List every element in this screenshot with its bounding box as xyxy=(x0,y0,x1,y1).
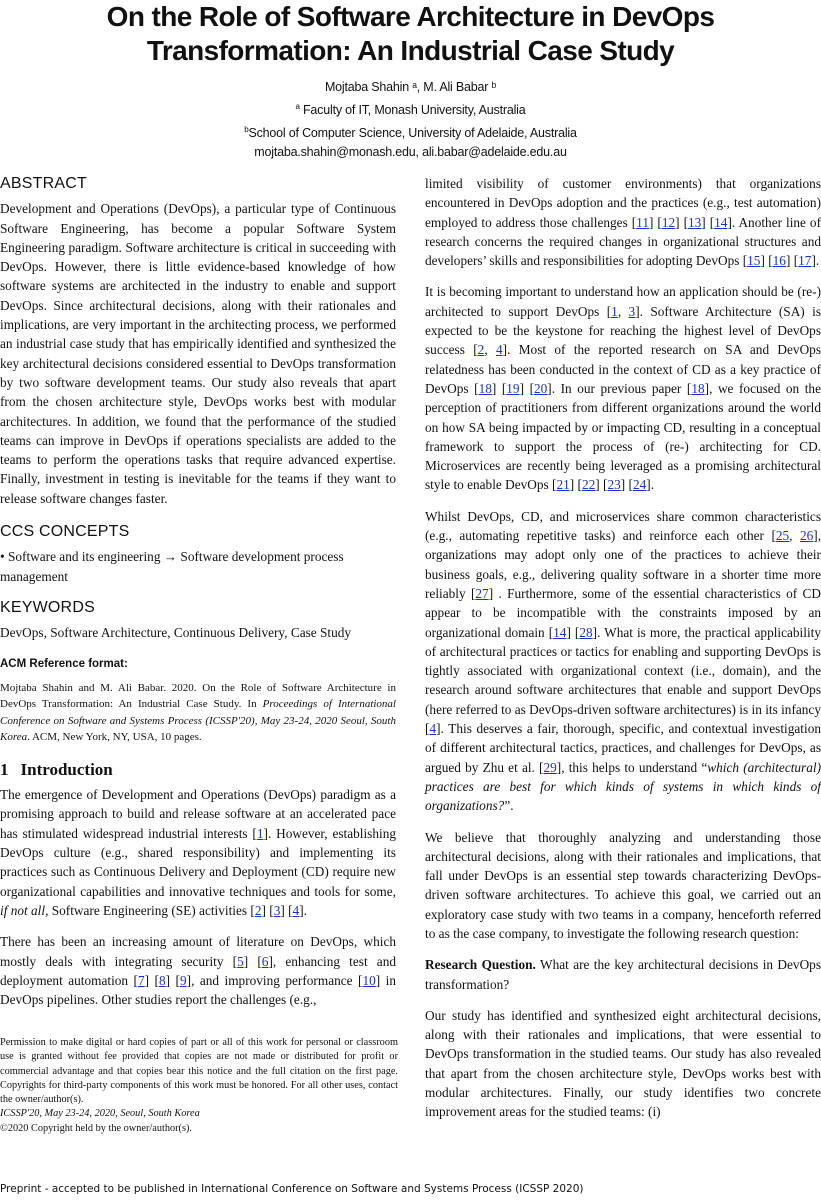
venue-text: ICSSP'20, May 23-24, 2020, Seoul, South Korea xyxy=(0,1108,200,1120)
citation-link[interactable]: 21 xyxy=(556,477,570,493)
affiliation-text: School of Computer Science, University of Adelaide, Australia xyxy=(248,126,577,141)
title-line: Transformation: An Industrial Case Study xyxy=(146,35,675,66)
citation-link[interactable]: 1 xyxy=(611,303,618,319)
citation-link[interactable]: 17 xyxy=(798,253,812,269)
citation-link[interactable]: 3 xyxy=(628,303,636,319)
keywords-heading: KEYWORDS xyxy=(0,598,95,616)
left-column xyxy=(0,174,396,1021)
citation-link[interactable]: 20 xyxy=(534,380,548,396)
right-column xyxy=(425,174,821,1134)
section-number: 1 xyxy=(0,759,9,779)
affiliation-a xyxy=(0,97,821,120)
paper-title xyxy=(0,0,821,68)
citation-link[interactable]: 22 xyxy=(581,477,596,493)
citation-link[interactable]: 27 xyxy=(475,585,489,601)
copyright-text: ©2020 Copyright held by the owner/author(s). xyxy=(0,1122,192,1134)
citation-link[interactable]: 28 xyxy=(579,624,593,640)
citation-link[interactable]: 19 xyxy=(506,380,520,396)
citation-link[interactable]: 18 xyxy=(691,380,705,396)
bold-text: Research Question. xyxy=(425,957,536,973)
abstract-heading: ABSTRACT xyxy=(0,175,87,192)
paragraph: The emergence of Development and Operations (DevOps) paradigm as a promising approach to build and release software at an accelerated pace has stimulated widespread industrial interests [1]. However, establishing DevOps culture (e.g., shared responsibility) and implementing its practices such as Continuous Delivery and Deployment (CD) require new organizational capabilities and innovative techniques and tools for some, if not all, Software Engineering (SE) activities [2] [3] [4]. xyxy=(0,787,396,918)
preprint-note: Preprint - accepted to be published in International Conference on Software and Systems Process (ICSSP 2020) xyxy=(0,1183,584,1195)
citation-link[interactable]: 9 xyxy=(179,972,187,988)
author-names: Mojtaba Shahin ᵃ, M. Ali Babar ᵇ xyxy=(324,80,497,94)
citation-link[interactable]: 2 xyxy=(477,342,485,358)
citation-link[interactable]: 16 xyxy=(772,253,786,269)
affiliation-b xyxy=(0,120,821,143)
citation-link[interactable]: 4 xyxy=(292,902,300,918)
keywords-text: DevOps, Software Architecture, Continuous Delivery, Case Study xyxy=(0,625,352,641)
research-question: Research Question. What are the key architectural decisions in DevOps transformation? xyxy=(425,957,821,992)
italic-text: Proceedings of International Conference on Software and Systems Process (ICSSP'20), May 23-24, 2020 Seoul, South Korea xyxy=(0,698,396,744)
paragraph: We believe that thoroughly analyzing and understanding those architectural decisions, along with their rationales and implications, that fall under DevOps is an essential step towards characterizing DevOps-driven software architectures. To achieve this goal, we carried out an exploratory case study with two teams in a company, henceforth referred to as the case company, to investigate the following research question: xyxy=(425,829,821,941)
affiliation-mark: b xyxy=(244,125,249,135)
citation-link[interactable]: 24 xyxy=(632,477,647,493)
citation-link[interactable]: 3 xyxy=(273,902,281,918)
citation-link[interactable]: 25 xyxy=(775,528,790,544)
citation-link[interactable]: 2 xyxy=(254,902,262,918)
italic-text: if not all xyxy=(0,902,46,918)
citation-link[interactable]: 29 xyxy=(543,759,557,775)
citation-link[interactable]: 8 xyxy=(158,972,166,988)
citation-link[interactable]: 12 xyxy=(661,214,676,230)
citation-link[interactable]: 5 xyxy=(237,953,244,969)
section-title: Introduction xyxy=(20,759,113,779)
author-block xyxy=(0,78,821,162)
citation-link[interactable]: 14 xyxy=(553,624,567,640)
acm-reference-heading: ACM Reference format: xyxy=(0,657,128,670)
citation-link[interactable]: 7 xyxy=(137,972,145,988)
paragraph: Our study has identified and synthesized eight architectural decisions, along with their rationales and implications, that were essential to DevOps transformation in the studied teams. Our study has also revealed that apart from the chosen architecture style, DevOps works best with modular architectures. Finally, our study identifies two concrete improvement areas for the studied teams: (i) xyxy=(425,1007,821,1120)
citation-link[interactable]: 13 xyxy=(688,214,702,230)
introduction-heading xyxy=(0,760,396,779)
citation-link[interactable]: 10 xyxy=(362,972,376,988)
citation-link[interactable]: 26 xyxy=(799,528,814,544)
citation-link[interactable]: 11 xyxy=(636,214,649,230)
paragraph: limited visibility of customer environments) that organizations encountered in DevOps adoption and the practices (e.g., test automation) employed to address those challenges [11] [12] [13] [14]. Another line of research concerns the required changes in organizational structures and developers’ skills and responsibilities for adopting DevOps [15] [16] [17]. xyxy=(425,176,821,269)
abstract-text: Development and Operations (DevOps), a particular type of Continuous Software Engineering, has become a popular Software System Engineering paradigm. Software architecture is critical in succeeding with DevOps. However, there is little evidence-based knowledge of how software systems are architected in the industry to enable and support DevOps. Since architectural decisions, along with their rationales and implications, are very important in the architecting process, we performed an industrial case study that has empirically identified and synthesized the key architectural decisions considered essential to DevOps transformation by two software development teams. Our study also reveals that apart from the chosen architecture style, DevOps works best with modular architectures. In addition, we found that the performance of the studied teams can improve in DevOps if operations specialists are added to the teams to perform the operations tasks that require advanced expertise. Finally, investment in testing is inevitable for the teams if they want to release software changes faster. xyxy=(0,201,396,506)
permission-text: Permission to make digital or hard copies of part or all of this work for personal or classroom use is granted without fee provided that copies are not made or distributed for profit or commercial advantage and that copies bear this notice and the full citation on the first page. Copyrights for third-party components of this work must be honored. For all other uses, contact the owner/author(s). xyxy=(0,1037,398,1106)
paragraph: Whilst DevOps, CD, and microservices share common characteristics (e.g., automating repetitive tasks) and reinforce each other [25, 26], organizations may adopt only one of the practices to achieve their business goals, e.g., delivering quality software in a shorter time more reliably [27] . Furthermore, some of the essential characteristics of CD appear to be incompatible with the constraints imposed by an organizational domain [14] [28]. What is more, the practical applicability of architectural practices or tactics for enabling and supporting DevOps is tightly associated with organizational context (i.e., domain), and the research around software architectures that enable and support DevOps (here referred to as DevOps-driven software architectures) is in its infancy [4]. This deserves a fair, thorough, specific, and contextual investigation of different architectural tactics, practices, and challenges for DevOps, as argued by Zhu et al. [29], this helps to understand “which (architectural) practices are best for which kinds of systems in which kinds of organizations?”. xyxy=(425,508,821,814)
permission-footnote xyxy=(0,1036,398,1136)
citation-link[interactable]: 4 xyxy=(495,342,503,358)
affiliation-mark: a xyxy=(295,102,300,111)
affiliation-text: Faculty of IT, Monash University, Australia xyxy=(303,103,526,118)
author-emails: mojtaba.shahin@monash.edu, ali.babar@adelaide.edu.au xyxy=(254,145,567,160)
acm-reference-text: Mojtaba Shahin and M. Ali Babar. 2020. On the Role of Software Architecture in DevOps Transformation: An Industrial Case Study. In Proceedings of International Conference on Software and Systems Process (ICSSP'20), May 23-24, 2020 Seoul, South Korea. ACM, New York, NY, USA, 10 pages. xyxy=(0,681,396,744)
ccs-heading: CCS CONCEPTS xyxy=(0,523,130,541)
title-line: On the Role of Software Architecture in DevOps xyxy=(106,1,715,32)
citation-link[interactable]: 15 xyxy=(747,253,761,269)
citation-link[interactable]: 23 xyxy=(607,477,621,493)
paragraph: There has been an increasing amount of literature on DevOps, which mostly deals with integrating security [5] [6], enhancing test and deployment automation [7] [8] [9], and improving performance [10] in DevOps pipelines. Other studies report the challenges (e.g., xyxy=(0,934,397,1008)
paragraph: It is becoming important to understand how an application should be (re-) architected to support DevOps [1, 3]. Software Architecture (SA) is expected to be the keystone for reaching the highest level of DevOps success [2, 4]. Most of the reported research on SA and DevOps relatedness has been conducted in the context of CD as a key practice of DevOps [18] [19] [20]. In our previous paper [18], we focused on the perception of practitioners from different organizations around the world on how SA being impacted by or impacting CD, resulting in a conceptual framework to support the process of (re-) architecting for CD. Microservices are recently being leveraged as a promising architectural style to enable DevOps [21] [22] [23] [24]. xyxy=(425,284,821,493)
citation-link[interactable]: 4 xyxy=(429,721,437,737)
citation-link[interactable]: 1 xyxy=(256,825,264,841)
italic-text: which (architectural) practices are best for which kinds of systems in which kinds of organizations? xyxy=(425,759,821,814)
citation-link[interactable]: 14 xyxy=(714,214,728,230)
citation-link[interactable]: 6 xyxy=(261,953,269,969)
ccs-text: • Software and its engineering → Software development process management xyxy=(0,549,344,584)
citation-link[interactable]: 18 xyxy=(478,380,492,396)
